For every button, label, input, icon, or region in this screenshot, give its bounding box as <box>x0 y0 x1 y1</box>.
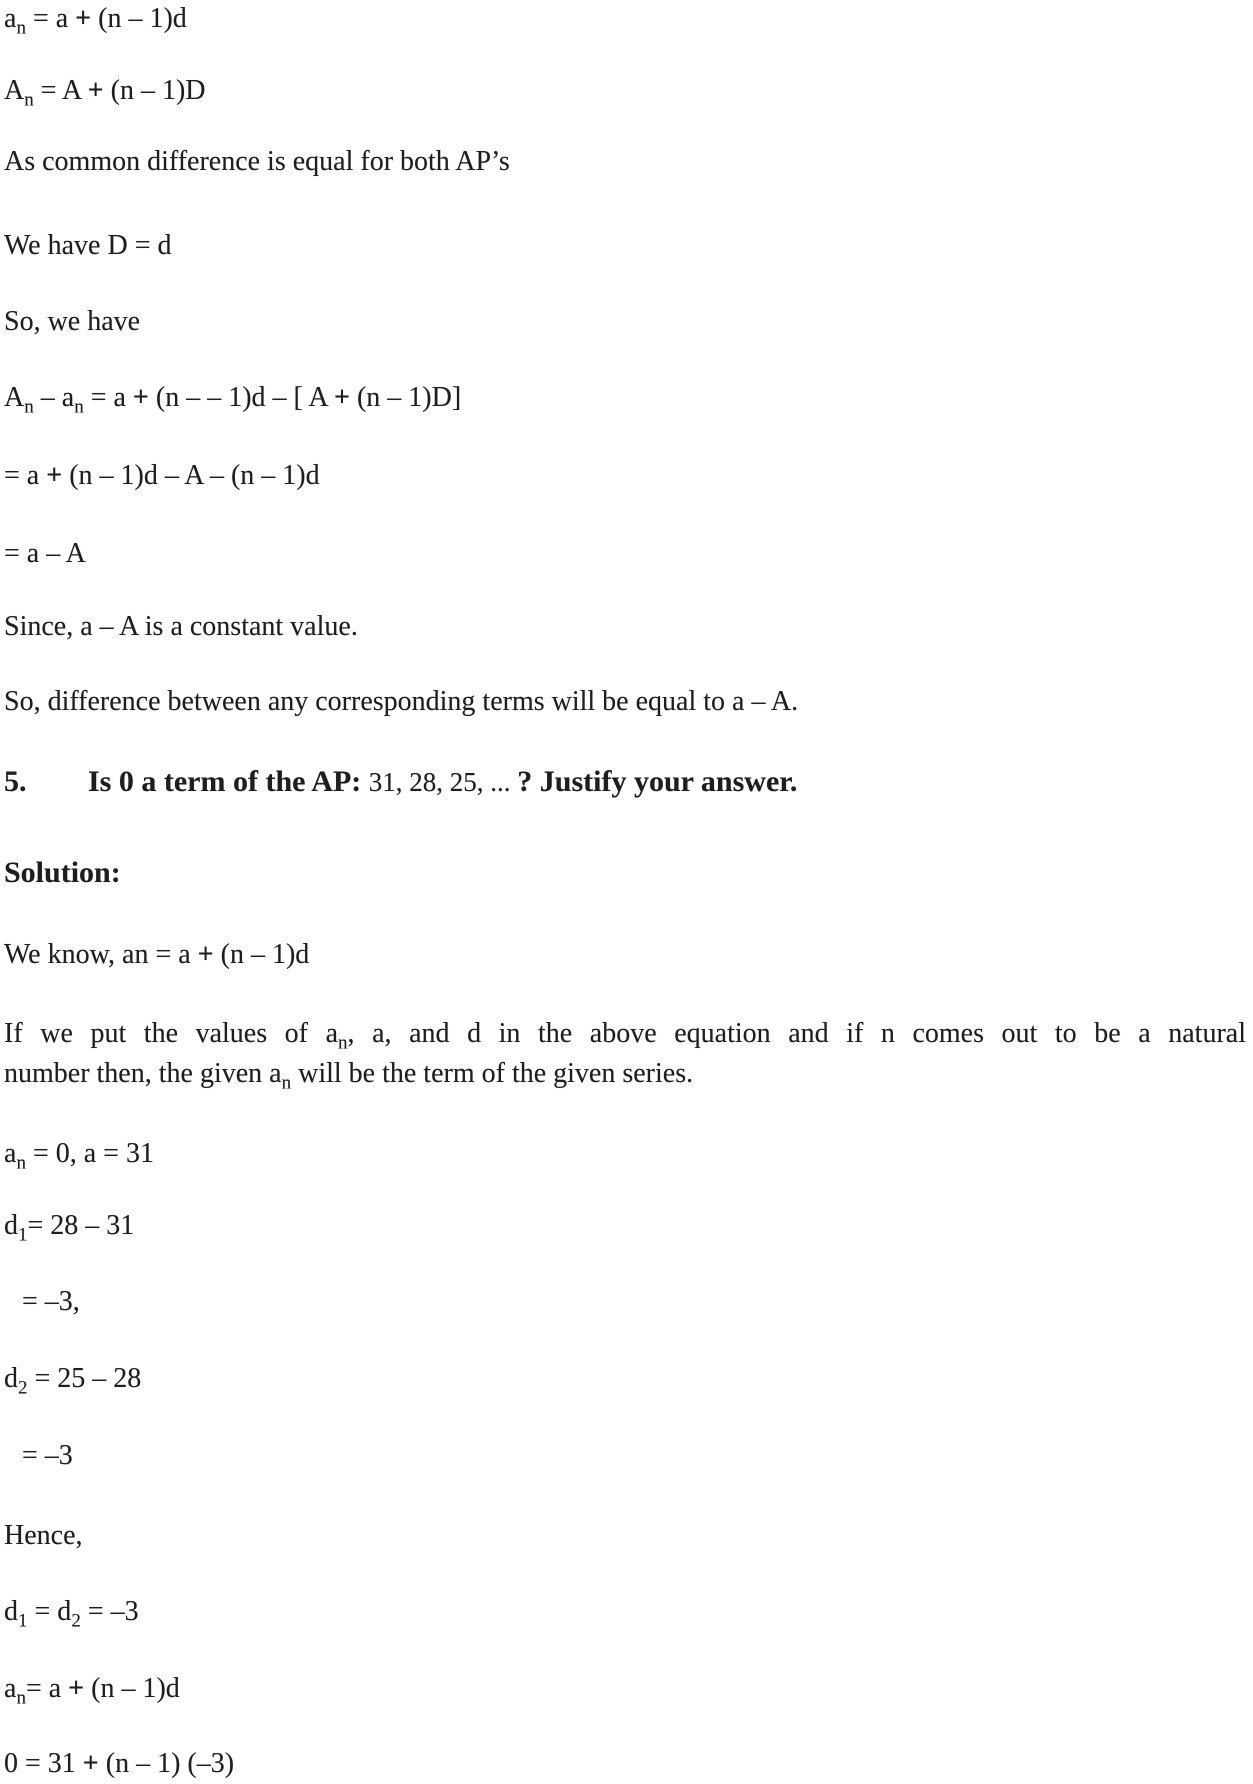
text-line-we-have: We have D = d <box>4 230 172 261</box>
text-line-since-constant: Since, a – A is a constant value. <box>4 611 358 642</box>
formula-line-An: $A_n = A + (n - 1)D$ <box>4 75 206 111</box>
question-heading <box>4 762 797 802</box>
question-prefix: Is 0 a term of the AP: <box>88 765 369 798</box>
formula-line-d2-value: = –3 <box>22 1440 73 1471</box>
question-number: 5. <box>4 765 27 798</box>
solution-intro-line: We know, an = a + (n – 1)d <box>4 939 310 970</box>
formula-line-expanded: = a + (n – 1)d – A – (n – 1)d <box>4 460 320 491</box>
formula-line-an-0-a-31: $a_n = 0$, a = 31 <box>4 1138 154 1174</box>
text-line-hence: Hence, <box>4 1520 83 1551</box>
formula-line-an-general: $a_n= a + (n - 1)d$ <box>4 1673 180 1709</box>
text-line-so-we-have: So, we have <box>4 306 141 337</box>
formula-line-difference: $A_n - a_n = a + (n$ – – 1)d – [ A + (n – 1)D] <box>4 382 462 418</box>
solution-label: Solution: <box>4 856 121 889</box>
formula-line-d1: $d_1= 28 - 31$ <box>4 1210 135 1246</box>
formula-line-an: $a_n = a + (n - 1)d$ <box>4 3 187 39</box>
paragraph-line-2: number then, the given $a_n$ will be the term of the given series. <box>4 1058 694 1094</box>
text-line-common-difference: As common difference is equal for both AP’s <box>4 146 510 177</box>
question-text <box>88 762 797 802</box>
formula-line-d1-value: = –3, <box>22 1286 80 1317</box>
solution-paragraph <box>4 1014 1246 1094</box>
question-suffix: ? Justify your answer. <box>517 765 798 798</box>
question-sequence: 31, 28, 25, ... <box>368 767 518 797</box>
paragraph-line-1: If we put the values of $a_n$, a, and d in the above equation and if n comes out to be a natural <box>4 1018 1246 1054</box>
text-line-conclusion: So, difference between any corresponding terms will be equal to a – A. <box>4 686 799 717</box>
formula-line-zero-equation: 0 = 31 + (n – 1) (–3) <box>4 1748 235 1779</box>
formula-line-d2: $d_2 = 25 - 28$ <box>4 1363 142 1399</box>
formula-line-d1-d2-equal: $d_1 = d_2 = -3$ <box>4 1596 139 1632</box>
formula-line-result: = a – A <box>4 538 86 569</box>
